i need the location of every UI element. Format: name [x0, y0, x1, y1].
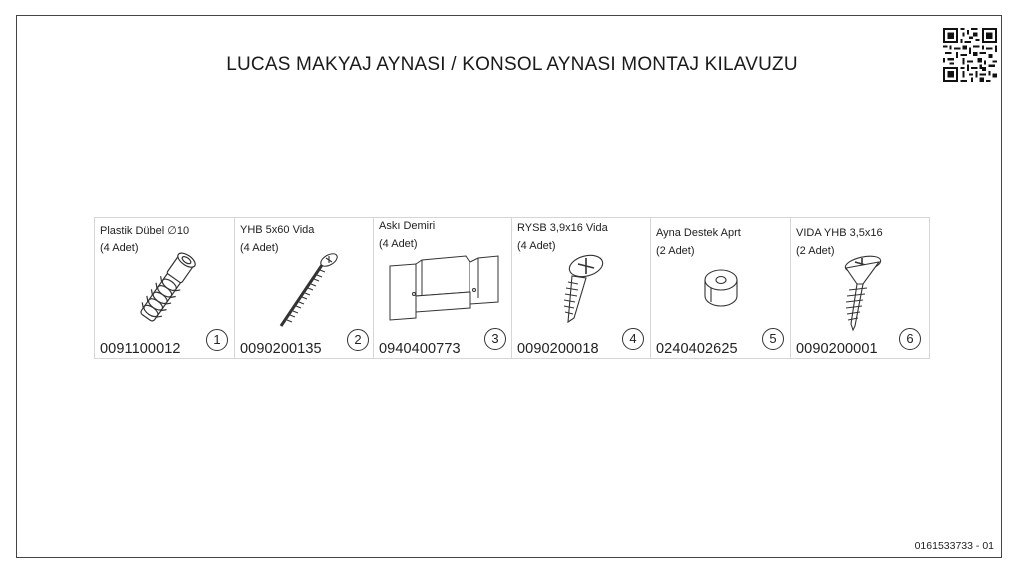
- part-name: YHB 5x60 Vida: [240, 224, 315, 236]
- part-number-badge: 2: [347, 329, 369, 351]
- pan-head-screw-icon: [552, 252, 612, 327]
- part-number-badge: 6: [899, 328, 921, 350]
- part-card: [235, 218, 374, 358]
- part-quantity: (4 Adet): [240, 242, 279, 254]
- parts-list: [94, 217, 930, 359]
- part-quantity: (2 Adet): [796, 245, 835, 257]
- part-name: Ayna Destek Aprt: [656, 227, 741, 239]
- qr-code-icon: [943, 28, 997, 82]
- document-code: 0161533733 - 01: [914, 540, 994, 552]
- part-name: VIDA YHB 3,5x16: [796, 227, 883, 239]
- part-code: 0940400773: [379, 341, 461, 357]
- part-card: [95, 218, 235, 358]
- part-quantity: (4 Adet): [100, 242, 139, 254]
- part-number-badge: 5: [762, 328, 784, 350]
- mirror-support-spacer-icon: [699, 266, 743, 310]
- part-name: Askı Demiri: [379, 220, 436, 232]
- part-code: 0091100012: [100, 341, 181, 357]
- part-code: 0090200135: [240, 341, 322, 357]
- part-card: [374, 218, 512, 358]
- part-quantity: (4 Adet): [517, 240, 556, 252]
- part-code: 0090200018: [517, 341, 599, 357]
- part-card: [512, 218, 651, 358]
- part-code: 0240402625: [656, 341, 738, 357]
- hanging-bracket-icon: [386, 252, 501, 322]
- part-number-badge: 3: [484, 328, 506, 350]
- part-name: Plastik Dübel ∅10: [100, 225, 190, 237]
- part-quantity: (2 Adet): [656, 245, 695, 257]
- part-card: [791, 218, 929, 358]
- part-code: 0090200001: [796, 341, 878, 357]
- part-quantity: (4 Adet): [379, 238, 418, 250]
- part-card: [651, 218, 791, 358]
- part-name: RYSB 3,9x16 Vida: [517, 222, 608, 234]
- part-number-badge: 1: [206, 329, 228, 351]
- plastic-dowel-icon: [127, 248, 207, 328]
- page-title: LUCAS MAKYAJ AYNASI / KONSOL AYNASI MONTAJ KILAVUZU: [226, 54, 798, 75]
- countersunk-screw-icon: [825, 254, 891, 332]
- long-screw-icon: [271, 248, 341, 333]
- part-number-badge: 4: [622, 328, 644, 350]
